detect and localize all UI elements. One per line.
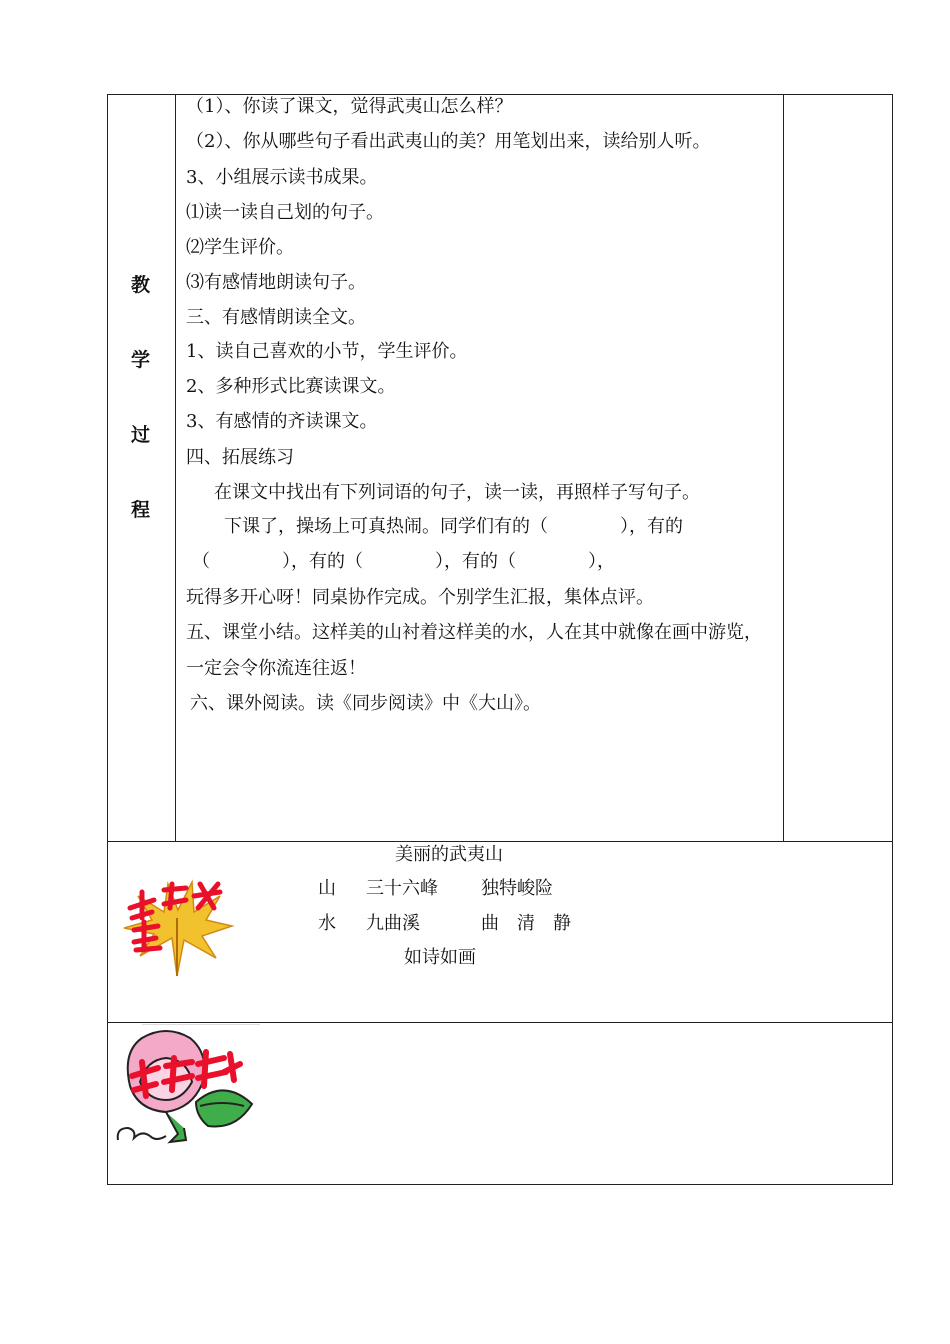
process-line: 在课文中找出有下列词语的句子，读一读，再照样子写句子。 [214,482,700,503]
column-divider-1 [175,94,176,841]
board-summary: 如诗如画 [404,947,476,968]
process-line: （ ），有的（ ），有的（ ）， [192,551,615,572]
process-line: 六、课外阅读。读《同步阅读》中《大山》。 [190,693,541,714]
process-line: ⑵学生评价。 [186,237,294,258]
side-label-char: 程 [131,499,151,521]
side-label-char: 教 [131,274,151,296]
process-line: ⑶有感情地朗读句子。 [186,272,366,293]
process-line: 下课了，操场上可真热闹。同学们有的（ ），有的 [224,516,683,537]
column-divider-2 [783,94,784,841]
process-line: （2）、你从哪些句子看出武夷山的美？用笔划出来，读给别人听。 [186,131,711,152]
process-line: 一定会令你流连往返！ [186,658,366,679]
process-line: ⑴读一读自己划的句子。 [186,202,384,223]
flower-icon [112,1024,262,1149]
side-label-char: 学 [131,349,151,371]
process-line: 2、多种形式比赛读课文。 [186,376,396,397]
process-line: （1）、你读了课文，觉得武夷山怎么样？ [186,96,513,117]
process-line: 玩得多开心呀！同桌协作完成。个别学生汇报，集体点评。 [186,587,654,608]
board-title: 美丽的武夷山 [395,844,503,865]
mountain-label: 山 [318,878,336,899]
water-feature: 曲 清 静 [481,913,571,934]
water-name: 九曲溪 [366,913,420,934]
side-label-char: 过 [131,424,151,446]
process-line: 1、读自己喜欢的小节，学生评价。 [186,341,468,362]
table-border-bottom [107,1184,893,1185]
mountain-count: 三十六峰 [366,878,438,899]
water-label: 水 [318,913,336,934]
process-line: 3、有感情的齐读课文。 [186,411,378,432]
process-line: 四、拓展练习 [186,447,294,468]
mountain-feature: 独特峻险 [481,878,553,899]
row-divider-2 [107,1022,893,1023]
row-divider-1 [107,841,893,842]
process-line: 三、有感情朗读全文。 [186,307,366,328]
maple-leaf-icon [120,878,235,980]
process-line: 五、课堂小结。这样美的山衬着这样美的水，人在其中就像在画中游览， [186,622,762,643]
process-line: 3、小组展示读书成果。 [186,167,378,188]
